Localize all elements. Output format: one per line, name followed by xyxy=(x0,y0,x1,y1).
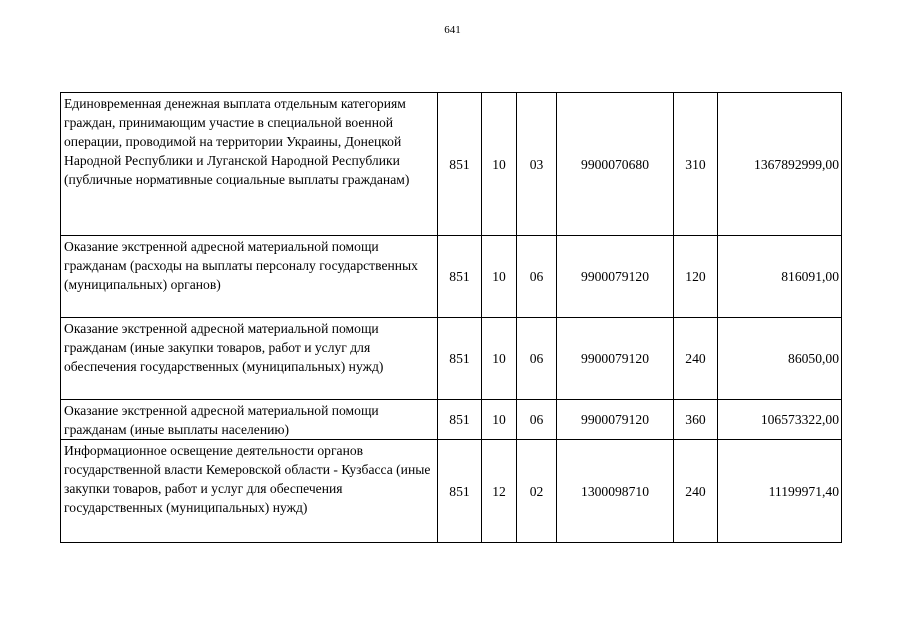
row-admin-code: 851 xyxy=(438,318,482,400)
row-amount: 816091,00 xyxy=(718,236,842,318)
row-amount: 11199971,40 xyxy=(718,440,842,543)
row-target-article: 9900079120 xyxy=(557,400,674,440)
row-admin-code: 851 xyxy=(438,93,482,236)
row-expense-type: 240 xyxy=(674,318,718,400)
row-description: Оказание экстренной адресной материальной помощи гражданам (иные выплаты населению) xyxy=(61,400,438,440)
row-section: 10 xyxy=(482,400,517,440)
row-description: Оказание экстренной адресной материальной помощи гражданам (расходы на выплаты персоналу государственных (муниципальных) органов) xyxy=(61,236,438,318)
table-row xyxy=(61,400,842,440)
row-section: 10 xyxy=(482,93,517,236)
row-target-article: 9900079120 xyxy=(557,318,674,400)
row-amount: 86050,00 xyxy=(718,318,842,400)
row-subsection: 06 xyxy=(517,400,557,440)
page-number: 641 xyxy=(444,24,461,36)
row-section: 10 xyxy=(482,236,517,318)
table-row xyxy=(61,93,842,236)
row-subsection: 06 xyxy=(517,318,557,400)
row-expense-type: 240 xyxy=(674,440,718,543)
row-expense-type: 120 xyxy=(674,236,718,318)
row-amount: 1367892999,00 xyxy=(718,93,842,236)
row-expense-type: 310 xyxy=(674,93,718,236)
budget-table xyxy=(60,92,842,543)
row-admin-code: 851 xyxy=(438,400,482,440)
row-subsection: 06 xyxy=(517,236,557,318)
row-target-article: 1300098710 xyxy=(557,440,674,543)
row-subsection: 02 xyxy=(517,440,557,543)
row-description: Информационное освещение деятельности органов государственной власти Кемеровской области - Кузбасса (иные закупки товаров, работ и услуг для обеспечения государственных (муниципальных) нужд) xyxy=(61,440,438,543)
table-row xyxy=(61,318,842,400)
row-subsection: 03 xyxy=(517,93,557,236)
row-target-article: 9900079120 xyxy=(557,236,674,318)
table-row xyxy=(61,236,842,318)
row-amount: 106573322,00 xyxy=(718,400,842,440)
row-admin-code: 851 xyxy=(438,440,482,543)
row-description: Оказание экстренной адресной материальной помощи гражданам (иные закупки товаров, работ и услуг для обеспечения государственных (муниципальных) нужд) xyxy=(61,318,438,400)
row-section: 12 xyxy=(482,440,517,543)
row-admin-code: 851 xyxy=(438,236,482,318)
table-row xyxy=(61,440,842,543)
row-section: 10 xyxy=(482,318,517,400)
row-description: Единовременная денежная выплата отдельным категориям граждан, принимающим участие в специальной военной операции, проводимой на территории Украины, Донецкой Народной Республики и Луганской Народной Республики (публичные нормативные социальные выплаты гражданам) xyxy=(61,93,438,236)
row-expense-type: 360 xyxy=(674,400,718,440)
row-target-article: 9900070680 xyxy=(557,93,674,236)
